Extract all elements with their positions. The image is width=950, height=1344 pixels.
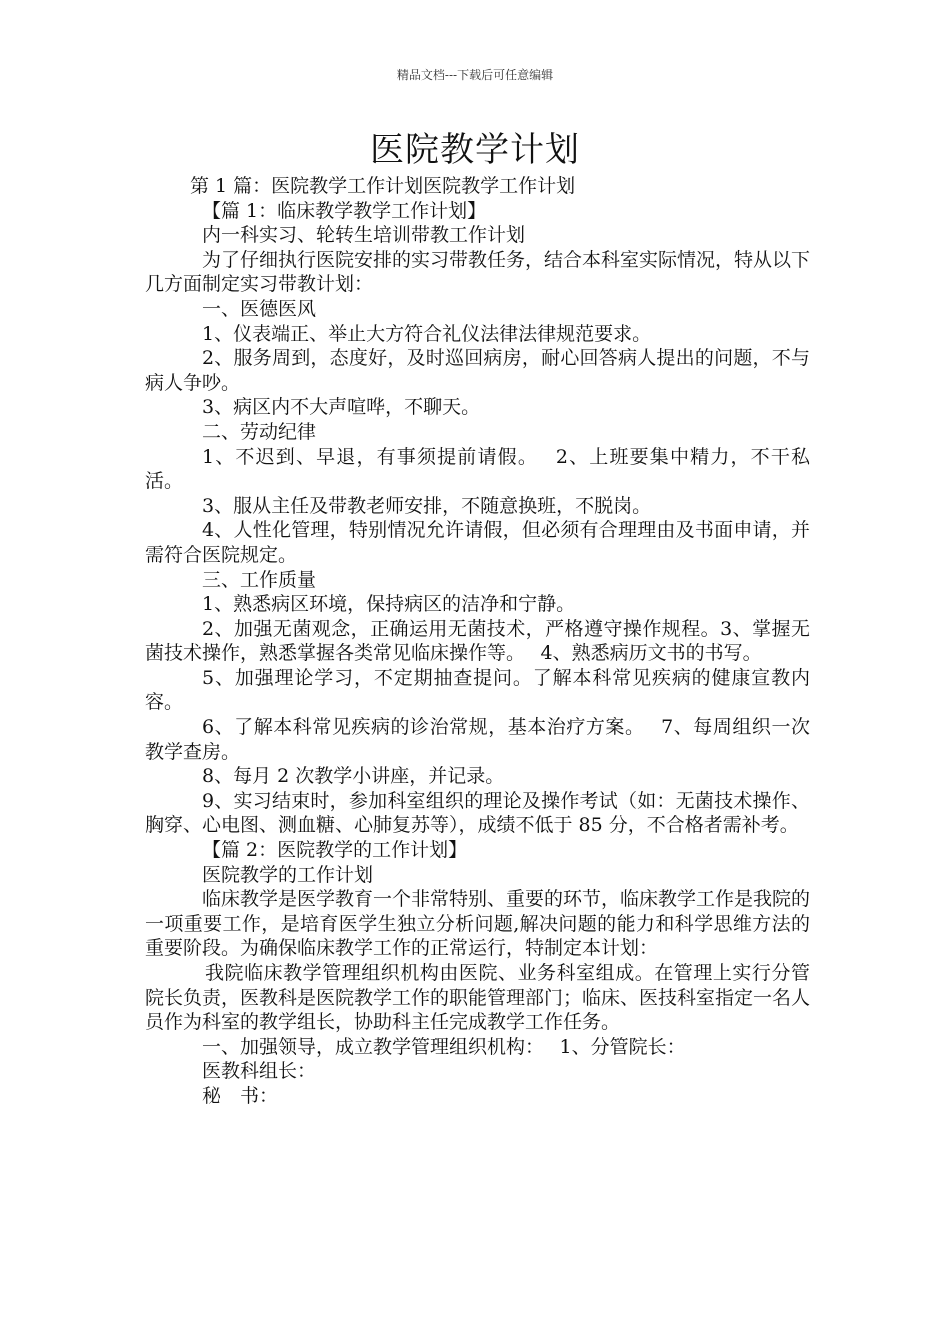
document-body [145,174,810,1109]
paragraph: 1、仪表端正、举止大方符合礼仪法律法律规范要求。 [202,322,652,345]
paragraph: 3、服从主任及带教老师安排，不随意换班，不脱岗。 [202,494,652,517]
paragraph: 临床教学是医学教育一个非常特别、重要的环节，临床教学工作是我院的一项重要工作，是培育医学生独立分析问题,解决问题的能力和科学思维方法的重要阶段。为确保临床教学工作的正常运行，特制定本计划： [145,888,811,960]
paragraph: 4、人性化管理，特别情况允许请假，但必须有合理理由及书面申请，并需符合医院规定。 [145,519,810,566]
paragraph: 三、工作质量 [202,568,317,591]
paragraph: 1、熟悉病区环境，保持病区的洁净和宁静。 [202,593,576,616]
paragraph: 8、每月 2 次教学小讲座，并记录。 [202,765,505,788]
paragraph: 医教科组长： [202,1060,317,1083]
paragraph: 5、加强理论学习，不定期抽查提问。了解本科常见疾病的健康宣教内容。 [145,666,810,714]
paragraph: 2、加强无菌观念，正确运用无菌技术，严格遵守操作规程。3、掌握无菌技术操作，熟悉掌握各类常见临床操作等。 4、熟悉病历文书的书写。 [145,617,810,665]
paragraph: 医院教学的工作计划 [202,863,374,886]
paragraph: 3、病区内不大声喧哗，不聊天。 [202,396,481,419]
document-title: 医院教学计划 [370,130,580,170]
paragraph: 1、不迟到、早退，有事须提前请假。 2、上班要集中精力，不干私活。 [145,445,810,493]
paragraph: 一、医德医风 [202,297,317,320]
paragraph: 2、服务周到，态度好，及时巡回病房，耐心回答病人提出的问题，不与病人争吵。 [145,347,810,394]
paragraph: 内一科实习、轮转生培训带教工作计划 [202,224,526,247]
paragraph: 第 1 篇：医院教学工作计划医院教学工作计划 [190,175,576,197]
paragraph: 【篇 1：临床教学教学工作计划】 [202,199,487,222]
paragraph: 为了仔细执行医院安排的实习带教任务，结合本科室实际情况，特从以下几方面制定实习带教计划： [145,248,811,296]
paragraph: 【篇 2：医院教学的工作计划】 [202,839,468,862]
paragraph: 二、劳动纪律 [202,420,317,443]
paragraph: 9、实习结束时，参加科室组织的理论及操作考试（如：无菌技术操作、胸穿、心电图、测血糖、心肺复苏等），成绩不低于 85 分，不合格者需补考。 [145,789,810,837]
paragraph: 秘 书： [202,1084,279,1107]
paragraph: 一、加强领导，成立教学管理组织机构： 1、分管院长： [202,1035,686,1058]
paragraph: 我院临床教学管理组织机构由医院、业务科室组成。在管理上实行分管院长负责，医教科是医院教学工作的职能管理部门；临床、医技科室指定一名人员作为科室的教学组长，协助科主任完成教学工作任务。 [145,962,811,1034]
header-note: 精品文档---下载后可任意编辑 [396,68,554,82]
paragraph: 6、了解本科常见疾病的诊治常规，基本治疗方案。 7、每周组织一次教学查房。 [145,716,810,763]
